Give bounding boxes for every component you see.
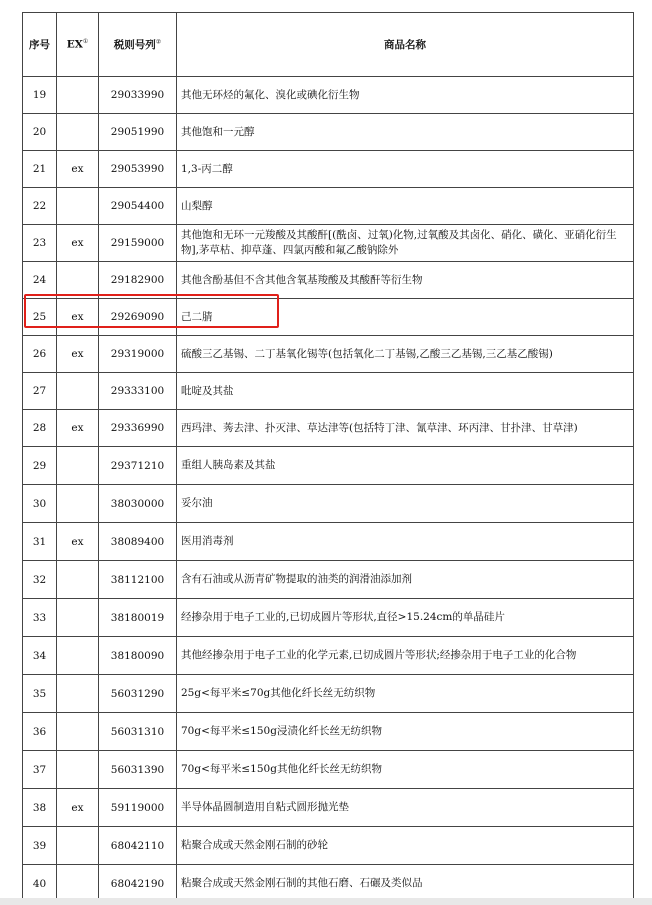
cell-name: 含有石油或从沥青矿物提取的油类的润滑油添加剂	[177, 561, 634, 599]
highlight-box-row-25	[24, 294, 279, 328]
table-row	[23, 336, 634, 373]
table-row	[23, 561, 634, 599]
cell-seq: 33	[23, 599, 57, 637]
cell-code: 29333100	[99, 373, 177, 410]
cell-ex	[57, 447, 99, 485]
cell-code: 68042190	[99, 865, 177, 903]
cell-name: 经掺杂用于电子工业的,已切成圆片等形状,直径>15.24cm的单晶硅片	[177, 599, 634, 637]
cell-code: 38180019	[99, 599, 177, 637]
cell-code: 38030000	[99, 485, 177, 523]
table-row	[23, 789, 634, 827]
cell-name: 吡啶及其盐	[177, 373, 634, 410]
table-row	[23, 410, 634, 447]
cell-code: 38180090	[99, 637, 177, 675]
cell-seq: 39	[23, 827, 57, 865]
cell-code: 29182900	[99, 262, 177, 299]
table-row	[23, 262, 634, 299]
cell-ex	[57, 827, 99, 865]
cell-ex	[57, 188, 99, 225]
cell-name: 其他经掺杂用于电子工业的化学元素,已切成圆片等形状;经掺杂用于电子工业的化合物	[177, 637, 634, 675]
cell-name: 粘聚合成或天然金刚石制的砂轮	[177, 827, 634, 865]
table-row	[23, 151, 634, 188]
header-ex	[57, 13, 99, 77]
cell-seq: 29	[23, 447, 57, 485]
cell-name: 重组人胰岛素及其盐	[177, 447, 634, 485]
table-row	[23, 523, 634, 561]
cell-ex	[57, 599, 99, 637]
cell-seq: 40	[23, 865, 57, 903]
header-code-label: 税则号列	[113, 39, 156, 51]
cell-ex	[57, 675, 99, 713]
cell-name: 70g<每平米≤150g浸渍化纤长丝无纺织物	[177, 713, 634, 751]
cell-ex: ex	[57, 225, 99, 262]
cell-seq: 26	[23, 336, 57, 373]
cell-code: 29336990	[99, 410, 177, 447]
table-row	[23, 485, 634, 523]
table-header-row	[23, 13, 634, 77]
cell-seq: 34	[23, 637, 57, 675]
cell-name: 其他含酚基但不含其他含氧基羧酸及其酸酐等衍生物	[177, 262, 634, 299]
table-row	[23, 827, 634, 865]
cell-ex	[57, 561, 99, 599]
header-ex-footnote: ①	[82, 38, 89, 46]
cell-code: 29159000	[99, 225, 177, 262]
cell-seq: 32	[23, 561, 57, 599]
table-row	[23, 114, 634, 151]
cell-ex	[57, 77, 99, 114]
cell-seq: 38	[23, 789, 57, 827]
cell-ex	[57, 713, 99, 751]
cell-name: 医用消毒剂	[177, 523, 634, 561]
cell-ex: ex	[57, 523, 99, 561]
cell-seq: 31	[23, 523, 57, 561]
table-row	[23, 713, 634, 751]
cell-name: 硫酸三乙基锡、二丁基氧化锡等(包括氧化二丁基锡,乙酸三乙基锡,三乙基乙酸锡)	[177, 336, 634, 373]
cell-code: 29033990	[99, 77, 177, 114]
cell-code: 38112100	[99, 561, 177, 599]
table-row	[23, 373, 634, 410]
cell-seq: 36	[23, 713, 57, 751]
header-code-footnote: ②	[155, 38, 162, 46]
cell-ex	[57, 637, 99, 675]
cell-seq: 35	[23, 675, 57, 713]
cell-ex	[57, 485, 99, 523]
cell-name: 70g<每平米≤150g其他化纤长丝无纺织物	[177, 751, 634, 789]
cell-ex: ex	[57, 299, 99, 336]
cell-code: 29054400	[99, 188, 177, 225]
cell-seq: 19	[23, 77, 57, 114]
cell-name: 其他饱和无环一元羧酸及其酸酐[(酰卤、过氧)化物,过氧酸及其卤化、硝化、磺化、亚硝化衍生物],茅草枯、抑草蓬、四氯丙酸和氟乙酸钠除外	[177, 225, 634, 262]
table-row	[23, 865, 634, 903]
table-row	[23, 599, 634, 637]
cell-name: 己二腈	[177, 299, 634, 336]
cell-code: 59119000	[99, 789, 177, 827]
cell-code: 38089400	[99, 523, 177, 561]
cell-name: 25g<每平米≤70g其他化纤长丝无纺织物	[177, 675, 634, 713]
table-row	[23, 225, 634, 262]
cell-code: 56031310	[99, 713, 177, 751]
cell-seq: 23	[23, 225, 57, 262]
cell-ex: ex	[57, 410, 99, 447]
header-seq: 序号	[23, 13, 57, 77]
cell-seq: 28	[23, 410, 57, 447]
cell-seq: 37	[23, 751, 57, 789]
cell-name: 1,3-丙二醇	[177, 151, 634, 188]
table-row	[23, 188, 634, 225]
cell-ex	[57, 114, 99, 151]
table-row	[23, 77, 634, 114]
cell-code: 29053990	[99, 151, 177, 188]
cell-seq: 22	[23, 188, 57, 225]
table-row	[23, 751, 634, 789]
cell-seq: 25	[23, 299, 57, 336]
cell-seq: 30	[23, 485, 57, 523]
cell-ex: ex	[57, 336, 99, 373]
cell-code: 29371210	[99, 447, 177, 485]
cell-code: 29051990	[99, 114, 177, 151]
table-row	[23, 675, 634, 713]
cell-ex: ex	[57, 151, 99, 188]
cell-name: 其他无环烃的氟化、溴化或碘化衍生物	[177, 77, 634, 114]
bottom-strip	[0, 898, 652, 905]
cell-code: 56031290	[99, 675, 177, 713]
table-body	[23, 77, 634, 903]
cell-ex	[57, 373, 99, 410]
cell-seq: 24	[23, 262, 57, 299]
header-ex-label: EX	[66, 38, 83, 51]
cell-seq: 27	[23, 373, 57, 410]
cell-name: 半导体晶圆制造用自粘式圆形抛光垫	[177, 789, 634, 827]
cell-name: 山梨醇	[177, 188, 634, 225]
cell-code: 68042110	[99, 827, 177, 865]
table-row	[23, 447, 634, 485]
cell-seq: 21	[23, 151, 57, 188]
table-row	[23, 637, 634, 675]
cell-name: 粘聚合成或天然金刚石制的其他石磨、石碾及类似品	[177, 865, 634, 903]
cell-seq: 20	[23, 114, 57, 151]
cell-ex: ex	[57, 789, 99, 827]
cell-ex	[57, 262, 99, 299]
header-name: 商品名称	[177, 13, 634, 77]
header-code	[99, 13, 177, 77]
cell-name: 其他饱和一元醇	[177, 114, 634, 151]
cell-name: 妥尔油	[177, 485, 634, 523]
tariff-table	[22, 12, 634, 903]
cell-name: 西玛津、莠去津、扑灭津、草达津等(包括特丁津、氰草津、环丙津、甘扑津、甘草津)	[177, 410, 634, 447]
cell-code: 56031390	[99, 751, 177, 789]
cell-code: 29319000	[99, 336, 177, 373]
cell-code: 29269090	[99, 299, 177, 336]
cell-ex	[57, 865, 99, 903]
cell-ex	[57, 751, 99, 789]
